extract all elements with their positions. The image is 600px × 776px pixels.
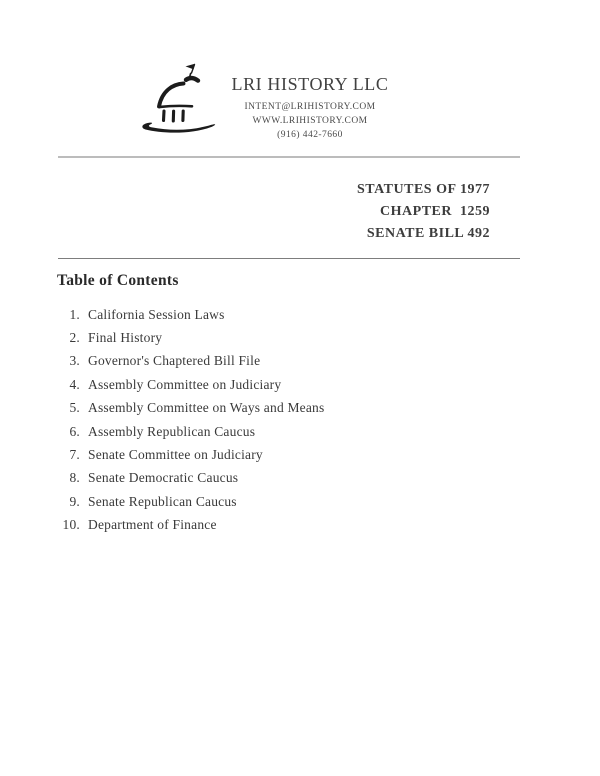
toc-item-label: Governor's Chaptered Bill File [88,353,261,369]
website-line: WWW.LRIHISTORY.COM [252,116,368,126]
toc-item-label: Assembly Committee on Ways and Means [88,400,325,416]
toc-item-number: 1. [69,306,80,322]
toc-item-number: 2. [69,330,80,346]
toc-list [0,303,600,537]
phone-line: (916) 442-7660 [277,130,343,140]
toc-item-label: Senate Democratic Caucus [88,470,239,486]
toc-item [0,467,600,490]
toc-item-label: Senate Committee on Judiciary [88,447,263,463]
toc-item-number: 8. [69,470,80,486]
chapter-line: CHAPTER 1259 [380,204,490,219]
company-name: LRI HISTORY LLC [231,74,389,94]
toc-item-number: 9. [69,493,80,509]
toc-item-label: Assembly Committee on Judiciary [88,376,282,392]
toc-item-number: 4. [69,376,80,392]
toc-item-number: 10. [62,517,80,533]
toc-item-label: Final History [88,330,163,346]
toc-item [0,420,600,443]
toc-item-label: Senate Republican Caucus [88,493,237,509]
contact-block [150,100,470,142]
toc-item-label: California Session Laws [88,306,225,322]
bill-reference-block [357,179,490,245]
bottom-divider [58,258,520,259]
toc-item [0,373,600,396]
letterhead [150,72,470,142]
toc-item [0,303,600,326]
toc-item-number: 3. [69,353,80,369]
toc-item [0,326,600,349]
senate-bill-line: SENATE BILL 492 [366,226,490,241]
toc-item-number: 6. [69,423,80,439]
toc-item [0,397,600,420]
toc-item-label: Department of Finance [88,517,217,533]
toc-item [0,443,600,466]
statutes-line: STATUTES OF 1977 [357,182,490,197]
top-divider [58,156,520,158]
toc-item [0,514,600,537]
toc-title: Table of Contents [57,272,179,289]
toc-item-number: 7. [69,447,80,463]
email-line: INTENT@LRIHISTORY.COM [244,102,376,112]
toc-item-label: Assembly Republican Caucus [88,423,256,439]
toc-item [0,490,600,513]
toc-item-number: 5. [69,400,80,416]
toc-item [0,350,600,373]
